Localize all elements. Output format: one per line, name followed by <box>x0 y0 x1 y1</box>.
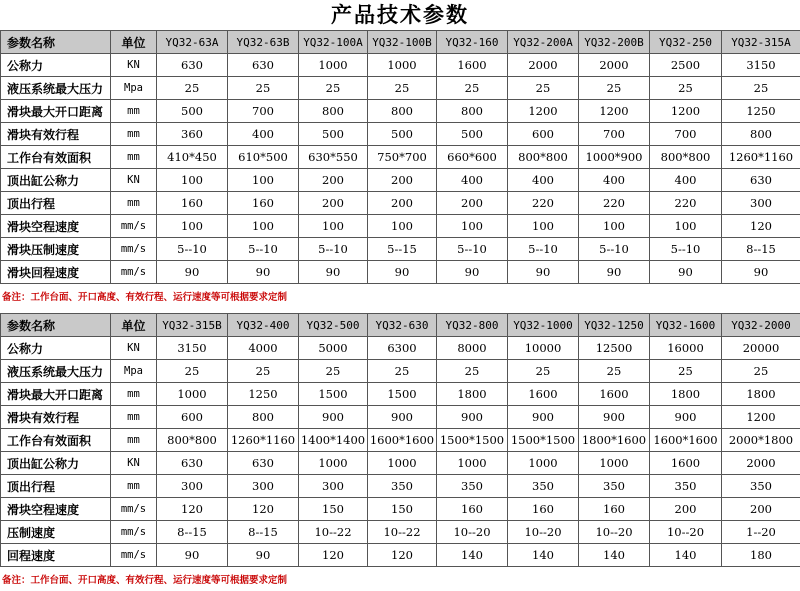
value-cell: 120 <box>228 498 299 521</box>
value-cell: 140 <box>437 544 508 567</box>
value-cell: 200 <box>650 498 722 521</box>
value-cell: 1600*1600 <box>368 429 437 452</box>
value-cell: 90 <box>722 261 800 284</box>
table-row <box>1 360 800 383</box>
value-cell: 630 <box>722 169 800 192</box>
value-cell: 180 <box>722 544 800 567</box>
unit-cell: mm <box>111 100 157 123</box>
value-cell: 1250 <box>722 100 800 123</box>
value-cell: 90 <box>157 544 228 567</box>
value-cell: 900 <box>650 406 722 429</box>
value-cell: 90 <box>579 261 650 284</box>
unit-cell: mm/s <box>111 215 157 238</box>
unit-cell: mm/s <box>111 238 157 261</box>
value-cell: 150 <box>299 498 368 521</box>
value-cell: 100 <box>228 169 299 192</box>
value-cell: 500 <box>157 100 228 123</box>
value-cell: 1260*1160 <box>228 429 299 452</box>
value-cell: 120 <box>299 544 368 567</box>
unit-cell: mm/s <box>111 521 157 544</box>
value-cell: 5--15 <box>368 238 437 261</box>
value-cell: 10--20 <box>437 521 508 544</box>
value-cell: 800*800 <box>157 429 228 452</box>
table-row <box>1 169 800 192</box>
value-cell: 700 <box>650 123 722 146</box>
param-name-header: 参数名称 <box>1 31 111 54</box>
value-cell: 25 <box>722 77 800 100</box>
value-cell: 500 <box>299 123 368 146</box>
table-row <box>1 77 800 100</box>
value-cell: 200 <box>368 192 437 215</box>
value-cell: 1200 <box>508 100 579 123</box>
table-row <box>1 544 800 567</box>
param-name-cell: 滑块最大开口距离 <box>1 100 111 123</box>
param-name-cell: 顶出行程 <box>1 475 111 498</box>
value-cell: 100 <box>228 215 299 238</box>
unit-header: 单位 <box>111 314 157 337</box>
value-cell: 410*450 <box>157 146 228 169</box>
value-cell: 800*800 <box>508 146 579 169</box>
value-cell: 800 <box>299 100 368 123</box>
param-name-cell: 工作台有效面积 <box>1 429 111 452</box>
model-header: YQ32-400 <box>228 314 299 337</box>
param-name-cell: 顶出行程 <box>1 192 111 215</box>
value-cell: 1600 <box>437 54 508 77</box>
param-name-cell: 顶出缸公称力 <box>1 169 111 192</box>
value-cell: 1200 <box>579 100 650 123</box>
value-cell: 120 <box>368 544 437 567</box>
value-cell: 5--10 <box>579 238 650 261</box>
value-cell: 1800 <box>437 383 508 406</box>
value-cell: 25 <box>368 360 437 383</box>
remark-note: 备注：工作台面、开口高度、有效行程、运行速度等可根据要求定制 <box>2 575 288 586</box>
model-header: YQ32-315B <box>157 314 228 337</box>
unit-cell: mm <box>111 146 157 169</box>
value-cell: 25 <box>437 77 508 100</box>
value-cell: 220 <box>508 192 579 215</box>
unit-cell: mm/s <box>111 498 157 521</box>
table-row <box>1 238 800 261</box>
value-cell: 1000 <box>437 452 508 475</box>
param-name-cell: 公称力 <box>1 337 111 360</box>
value-cell: 610*500 <box>228 146 299 169</box>
table-row <box>1 123 800 146</box>
value-cell: 160 <box>228 192 299 215</box>
spec-table-1 <box>0 30 800 284</box>
param-name-cell: 液压系统最大压力 <box>1 360 111 383</box>
value-cell: 500 <box>368 123 437 146</box>
table-row <box>1 475 800 498</box>
value-cell: 5000 <box>299 337 368 360</box>
value-cell: 1000 <box>299 54 368 77</box>
remark-note: 备注：工作台面、开口高度、有效行程、运行速度等可根据要求定制 <box>2 292 288 303</box>
value-cell: 1200 <box>722 406 800 429</box>
table-row <box>1 54 800 77</box>
value-cell: 160 <box>437 498 508 521</box>
model-header: YQ32-630 <box>368 314 437 337</box>
model-header: YQ32-1000 <box>508 314 579 337</box>
value-cell: 1--20 <box>722 521 800 544</box>
param-name-cell: 回程速度 <box>1 544 111 567</box>
value-cell: 1500 <box>368 383 437 406</box>
table-row <box>1 521 800 544</box>
param-name-cell: 滑块最大开口距离 <box>1 383 111 406</box>
value-cell: 1400*1400 <box>299 429 368 452</box>
value-cell: 630 <box>157 452 228 475</box>
value-cell: 400 <box>228 123 299 146</box>
value-cell: 3150 <box>157 337 228 360</box>
unit-cell: mm/s <box>111 544 157 567</box>
value-cell: 2000 <box>579 54 650 77</box>
value-cell: 90 <box>650 261 722 284</box>
value-cell: 1260*1160 <box>722 146 800 169</box>
value-cell: 1000 <box>368 54 437 77</box>
value-cell: 100 <box>508 215 579 238</box>
value-cell: 25 <box>228 77 299 100</box>
value-cell: 5--10 <box>157 238 228 261</box>
param-name-cell: 滑块有效行程 <box>1 406 111 429</box>
unit-cell: mm <box>111 475 157 498</box>
value-cell: 90 <box>508 261 579 284</box>
value-cell: 600 <box>508 123 579 146</box>
value-cell: 200 <box>299 192 368 215</box>
param-name-header: 参数名称 <box>1 314 111 337</box>
value-cell: 5--10 <box>228 238 299 261</box>
value-cell: 90 <box>368 261 437 284</box>
model-header: YQ32-200B <box>579 31 650 54</box>
value-cell: 10--22 <box>368 521 437 544</box>
value-cell: 5--10 <box>508 238 579 261</box>
value-cell: 630 <box>228 452 299 475</box>
value-cell: 1500*1500 <box>437 429 508 452</box>
value-cell: 8--15 <box>157 521 228 544</box>
value-cell: 4000 <box>228 337 299 360</box>
value-cell: 630 <box>228 54 299 77</box>
model-header: YQ32-1600 <box>650 314 722 337</box>
value-cell: 300 <box>299 475 368 498</box>
value-cell: 660*600 <box>437 146 508 169</box>
value-cell: 10--20 <box>508 521 579 544</box>
value-cell: 1000*900 <box>579 146 650 169</box>
table-row <box>1 100 800 123</box>
value-cell: 140 <box>650 544 722 567</box>
value-cell: 220 <box>650 192 722 215</box>
value-cell: 10--20 <box>579 521 650 544</box>
value-cell: 1600 <box>650 452 722 475</box>
param-name-cell: 液压系统最大压力 <box>1 77 111 100</box>
value-cell: 100 <box>299 215 368 238</box>
value-cell: 200 <box>368 169 437 192</box>
value-cell: 1800 <box>722 383 800 406</box>
param-name-cell: 滑块空程速度 <box>1 215 111 238</box>
model-header: YQ32-200A <box>508 31 579 54</box>
value-cell: 500 <box>437 123 508 146</box>
spec-table-2 <box>0 313 800 567</box>
table-row <box>1 498 800 521</box>
unit-cell: KN <box>111 337 157 360</box>
table-row <box>1 192 800 215</box>
value-cell: 800 <box>368 100 437 123</box>
model-header: YQ32-63A <box>157 31 228 54</box>
value-cell: 25 <box>650 360 722 383</box>
value-cell: 1000 <box>299 452 368 475</box>
unit-cell: mm <box>111 429 157 452</box>
model-header: YQ32-100B <box>368 31 437 54</box>
value-cell: 10--20 <box>650 521 722 544</box>
model-header: YQ32-160 <box>437 31 508 54</box>
param-name-cell: 压制速度 <box>1 521 111 544</box>
table-row <box>1 146 800 169</box>
value-cell: 300 <box>722 192 800 215</box>
value-cell: 25 <box>579 360 650 383</box>
unit-cell: KN <box>111 452 157 475</box>
value-cell: 350 <box>722 475 800 498</box>
value-cell: 12500 <box>579 337 650 360</box>
value-cell: 25 <box>299 360 368 383</box>
value-cell: 700 <box>579 123 650 146</box>
model-header: YQ32-250 <box>650 31 722 54</box>
model-header: YQ32-1250 <box>579 314 650 337</box>
table-header-row <box>1 314 800 337</box>
value-cell: 350 <box>508 475 579 498</box>
unit-cell: mm <box>111 406 157 429</box>
unit-cell: Mpa <box>111 360 157 383</box>
value-cell: 400 <box>650 169 722 192</box>
value-cell: 25 <box>579 77 650 100</box>
unit-cell: mm/s <box>111 261 157 284</box>
value-cell: 200 <box>437 192 508 215</box>
value-cell: 16000 <box>650 337 722 360</box>
value-cell: 900 <box>299 406 368 429</box>
value-cell: 1200 <box>650 100 722 123</box>
value-cell: 1600 <box>508 383 579 406</box>
value-cell: 120 <box>157 498 228 521</box>
value-cell: 25 <box>508 360 579 383</box>
value-cell: 1500*1500 <box>508 429 579 452</box>
value-cell: 25 <box>228 360 299 383</box>
value-cell: 25 <box>650 77 722 100</box>
value-cell: 100 <box>650 215 722 238</box>
param-name-cell: 滑块有效行程 <box>1 123 111 146</box>
table-row <box>1 337 800 360</box>
model-header: YQ32-500 <box>299 314 368 337</box>
value-cell: 900 <box>579 406 650 429</box>
value-cell: 400 <box>508 169 579 192</box>
value-cell: 25 <box>508 77 579 100</box>
param-name-cell: 滑块压制速度 <box>1 238 111 261</box>
value-cell: 140 <box>508 544 579 567</box>
model-header: YQ32-2000 <box>722 314 800 337</box>
table-row <box>1 429 800 452</box>
value-cell: 1250 <box>228 383 299 406</box>
model-header: YQ32-800 <box>437 314 508 337</box>
value-cell: 8000 <box>437 337 508 360</box>
value-cell: 10--22 <box>299 521 368 544</box>
value-cell: 160 <box>508 498 579 521</box>
value-cell: 1600*1600 <box>650 429 722 452</box>
value-cell: 200 <box>299 169 368 192</box>
value-cell: 90 <box>228 261 299 284</box>
value-cell: 160 <box>579 498 650 521</box>
value-cell: 2000 <box>508 54 579 77</box>
param-name-cell: 公称力 <box>1 54 111 77</box>
param-name-cell: 顶出缸公称力 <box>1 452 111 475</box>
value-cell: 1500 <box>299 383 368 406</box>
value-cell: 200 <box>722 498 800 521</box>
value-cell: 25 <box>299 77 368 100</box>
value-cell: 300 <box>228 475 299 498</box>
value-cell: 1000 <box>508 452 579 475</box>
unit-cell: mm <box>111 383 157 406</box>
value-cell: 630 <box>157 54 228 77</box>
value-cell: 2500 <box>650 54 722 77</box>
value-cell: 100 <box>157 169 228 192</box>
table-row <box>1 383 800 406</box>
value-cell: 25 <box>368 77 437 100</box>
value-cell: 5--10 <box>650 238 722 261</box>
unit-cell: KN <box>111 169 157 192</box>
model-header: YQ32-315A <box>722 31 800 54</box>
unit-cell: mm <box>111 192 157 215</box>
value-cell: 90 <box>299 261 368 284</box>
value-cell: 2000*1800 <box>722 429 800 452</box>
value-cell: 25 <box>722 360 800 383</box>
value-cell: 800 <box>228 406 299 429</box>
unit-header: 单位 <box>111 31 157 54</box>
value-cell: 5--10 <box>437 238 508 261</box>
value-cell: 630*550 <box>299 146 368 169</box>
value-cell: 90 <box>437 261 508 284</box>
value-cell: 8--15 <box>722 238 800 261</box>
unit-cell: KN <box>111 54 157 77</box>
value-cell: 1600 <box>579 383 650 406</box>
value-cell: 8--15 <box>228 521 299 544</box>
value-cell: 800*800 <box>650 146 722 169</box>
value-cell: 150 <box>368 498 437 521</box>
value-cell: 3150 <box>722 54 800 77</box>
value-cell: 100 <box>437 215 508 238</box>
value-cell: 800 <box>722 123 800 146</box>
value-cell: 160 <box>157 192 228 215</box>
value-cell: 25 <box>157 77 228 100</box>
model-header: YQ32-63B <box>228 31 299 54</box>
value-cell: 350 <box>368 475 437 498</box>
param-name-cell: 滑块回程速度 <box>1 261 111 284</box>
unit-cell: mm <box>111 123 157 146</box>
value-cell: 1800 <box>650 383 722 406</box>
value-cell: 25 <box>437 360 508 383</box>
value-cell: 120 <box>722 215 800 238</box>
value-cell: 350 <box>437 475 508 498</box>
value-cell: 2000 <box>722 452 800 475</box>
value-cell: 360 <box>157 123 228 146</box>
value-cell: 900 <box>508 406 579 429</box>
table-row <box>1 215 800 238</box>
value-cell: 5--10 <box>299 238 368 261</box>
value-cell: 1000 <box>368 452 437 475</box>
value-cell: 400 <box>437 169 508 192</box>
value-cell: 800 <box>437 100 508 123</box>
value-cell: 90 <box>228 544 299 567</box>
value-cell: 220 <box>579 192 650 215</box>
value-cell: 600 <box>157 406 228 429</box>
value-cell: 300 <box>157 475 228 498</box>
value-cell: 90 <box>157 261 228 284</box>
value-cell: 100 <box>368 215 437 238</box>
value-cell: 1800*1600 <box>579 429 650 452</box>
value-cell: 25 <box>157 360 228 383</box>
table-row <box>1 261 800 284</box>
table-row <box>1 406 800 429</box>
model-header: YQ32-100A <box>299 31 368 54</box>
value-cell: 10000 <box>508 337 579 360</box>
value-cell: 140 <box>579 544 650 567</box>
value-cell: 100 <box>579 215 650 238</box>
value-cell: 900 <box>368 406 437 429</box>
value-cell: 6300 <box>368 337 437 360</box>
value-cell: 900 <box>437 406 508 429</box>
value-cell: 100 <box>157 215 228 238</box>
value-cell: 1000 <box>579 452 650 475</box>
value-cell: 350 <box>579 475 650 498</box>
value-cell: 400 <box>579 169 650 192</box>
table-row <box>1 452 800 475</box>
value-cell: 350 <box>650 475 722 498</box>
unit-cell: Mpa <box>111 77 157 100</box>
table-header-row <box>1 31 800 54</box>
value-cell: 750*700 <box>368 146 437 169</box>
param-name-cell: 工作台有效面积 <box>1 146 111 169</box>
page-title: 产品技术参数 <box>331 2 469 27</box>
value-cell: 20000 <box>722 337 800 360</box>
param-name-cell: 滑块空程速度 <box>1 498 111 521</box>
value-cell: 700 <box>228 100 299 123</box>
value-cell: 1000 <box>157 383 228 406</box>
